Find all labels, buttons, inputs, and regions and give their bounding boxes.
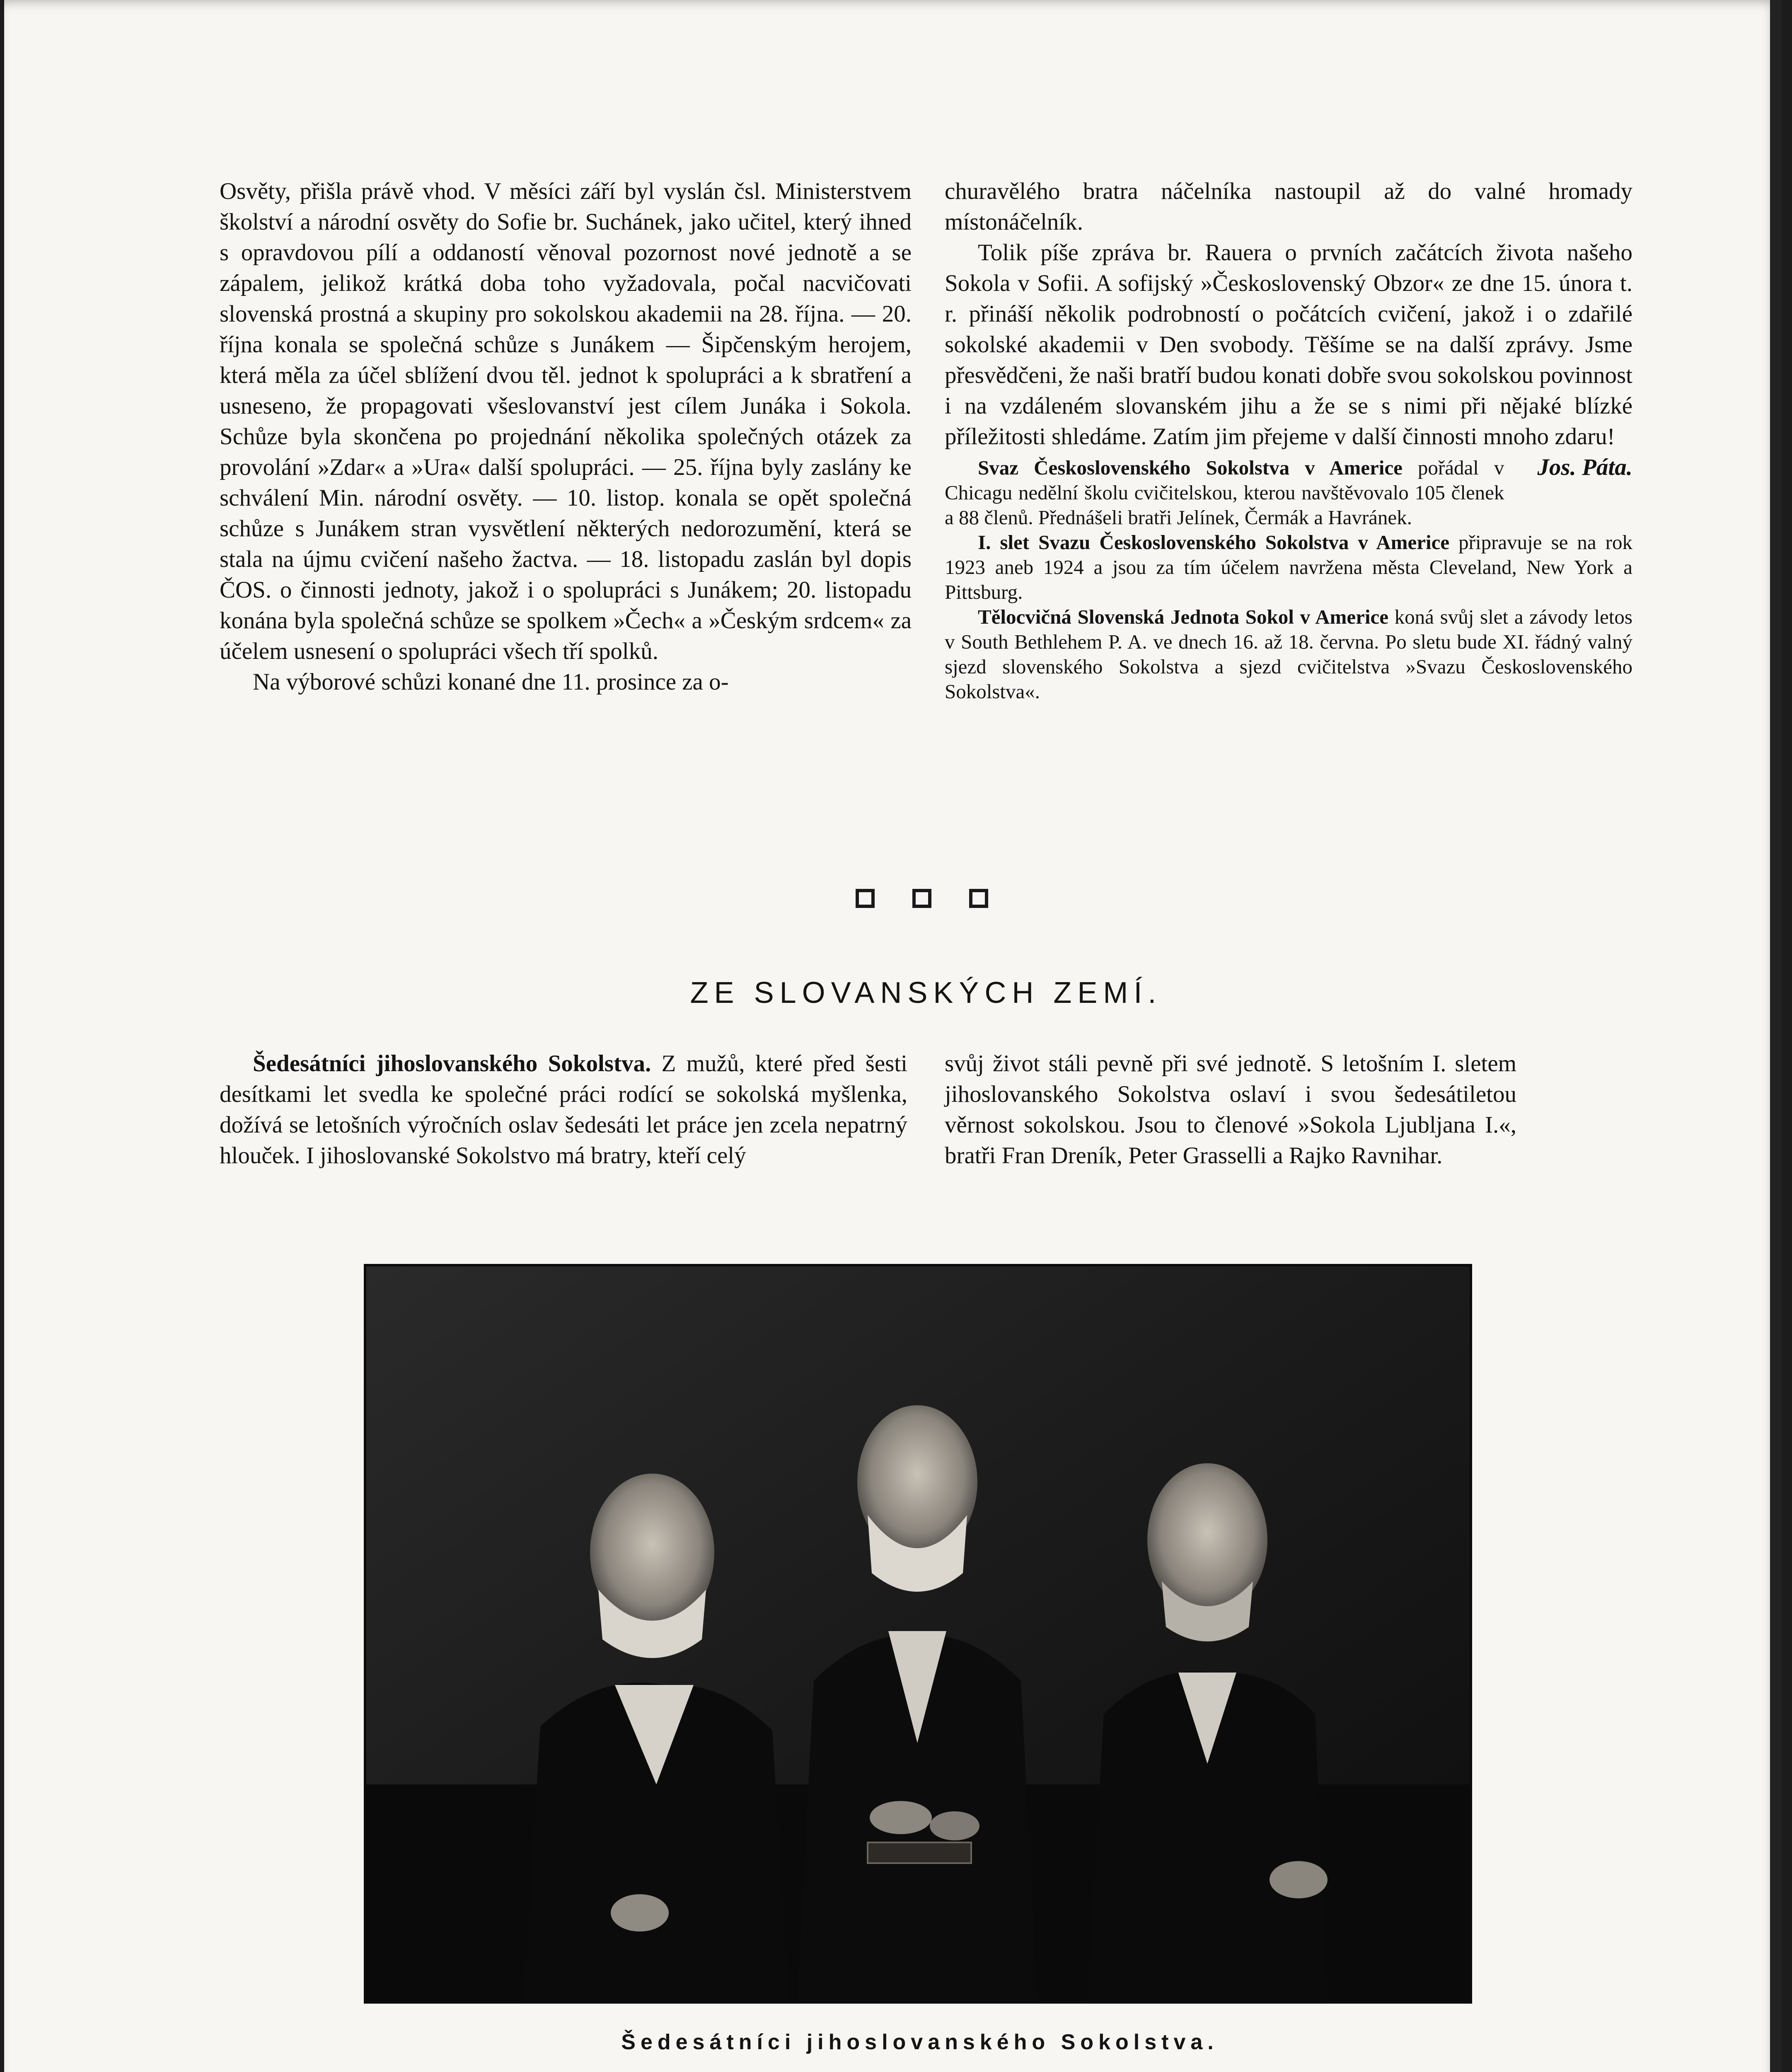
photo-caption: Šedesátníci jihoslovanského Sokolstva. [621, 2030, 1219, 2054]
square-dingbat-icon [912, 889, 931, 908]
section-divider [856, 889, 988, 908]
photo-illustration [366, 1266, 1470, 2001]
square-dingbat-icon [856, 889, 875, 908]
section2-left-paragraph [220, 1048, 907, 1171]
note-2-title: I. slet Svazu Československého Sokolstva v Americe [978, 531, 1450, 554]
note-3 [945, 605, 1632, 704]
left-column-section1 [220, 176, 912, 697]
note-1-text: pořádal v Chicagu nedělní školu cvičitelskou, kterou navštěvovalo 105 členek a 88 členů. Přednášeli bratři Jelínek, Čermák a Havránek. [945, 456, 1504, 529]
right-column-section1 [945, 176, 1632, 704]
section-heading: ZE SLOVANSKÝCH ZEMÍ. [690, 976, 1162, 1009]
right-paragraph-2-text: Tolik píše zpráva br. Rauera o prvních začátcích života našeho Sokola v Sofii. A sofijský »Československý Obzor« ze dne 15. února t. r. přináší několik podrobností o počátcích cvičení, jakož i o zdařilé sokolské akademii v Den svobody. Těšíme se na další zprávy. Jsme přesvědčeni, že naši bratří budou konati dobře svou sokolskou povinnost i na vzdáleném slovanském jihu a že se s nimi při nějaké blízké příležitosti shledáme. Zatím jim přejeme v další činnosti mnoho zdaru! [945, 240, 1632, 450]
note-3-title: Tělocvičná Slovenská Jednota Sokol v Americe [978, 605, 1388, 628]
page [4, 0, 1782, 2072]
page-edge-shadow [1770, 0, 1782, 2072]
group-photograph [364, 1264, 1472, 2004]
left-paragraph-1: Osvěty, přišla právě vhod. V měsíci září byl vyslán čsl. Ministerstvem školství a národní osvěty do Sofie br. Suchánek, jako učitel, který ihned s opravdovou pílí a oddaností věnoval pozornost nové jednotě a se zápalem, jelikož krátká doba toho vyžadovala, počal nacvičovati slovenská prostná a skupiny pro sokolskou akademii na 28. října. — 20. října konala se společná schůze s Junákem — Šipčenským herojem, která měla za účel sblížení dvou těl. jednot k spolupráci a k sbratření a usneseno, že propagovati všeslovanství jest cílem Junáka i Sokola. Schůze byla skončena po projednání několika společných otázek za provolání »Zdar« a »Ura« další spolupráci. — 25. října byly zaslány ke schválení Min. národní osvěty. — 10. listop. konala se opět společná schůze s Junákem stran vysvětlení některých nedorozumění, která se stala na újmu cvičení našeho žactva. — 18. listopadu zaslán byl dopis ČOS. o činnosti jednoty, jakož i o spolupráci s Junákem; 20. listopadu konána byla společná schůze se spolkem »Čech« a »Českým srdcem« za účelem usnesení o spolupráci všech tří spolků. [220, 178, 912, 664]
square-dingbat-icon [969, 889, 988, 908]
note-2-text: připravuje se na rok 1923 aneb 1924 a jsou za tím účelem navržena města Cleveland, New York a Pittsburg. [945, 531, 1632, 603]
section2-left-text: Z mužů, které před šesti desítkami let svedla ke společné práci rodící se sokolská myšlenka, dožívá se letošních výročních oslav šedesáti let práce jen zcela nepatrný hlouček. I jihoslovanské Sokolstvo má bratry, kteří celý [220, 1051, 908, 1169]
left-column-section2 [220, 1048, 907, 1171]
note-2 [945, 530, 1632, 605]
section2-right-paragraph: svůj život stáli pevně při své jednotě. S letošním I. sletem jihoslovanského Sokolstva oslaví i svou šedesátiletou věrnost sokolskou. Jsou to členové »Sokola Ljubljana I.«, bratři Fran Dreník, Peter Grasselli a Rajko Ravnihar. [945, 1051, 1516, 1169]
note-1-title: Svaz Československého Sokolstva v Americe [978, 456, 1403, 479]
signature: Jos. Páta. [1537, 454, 1632, 480]
section2-lead-title: Šedesátníci jihoslovanského Sokolstva. [253, 1051, 651, 1077]
left-paragraph-2: Na výborové schůzi konané dne 11. prosince za o- [253, 669, 729, 695]
note-3-text: koná svůj slet a závody letos v South Bethlehem P. A. ve dnech 16. až 18. června. Po sletu bude XI. řádný valný sjezd slovenského Sokolstva a sjezd cvičitelstva »Svazu Československého Sokolstva«. [945, 605, 1632, 703]
right-column-section2 [945, 1048, 1516, 1171]
notes-block [945, 455, 1632, 704]
right-paragraph-1: churavělého bratra náčelníka nastoupil až do valné hromady místonáčelník. [945, 178, 1632, 235]
